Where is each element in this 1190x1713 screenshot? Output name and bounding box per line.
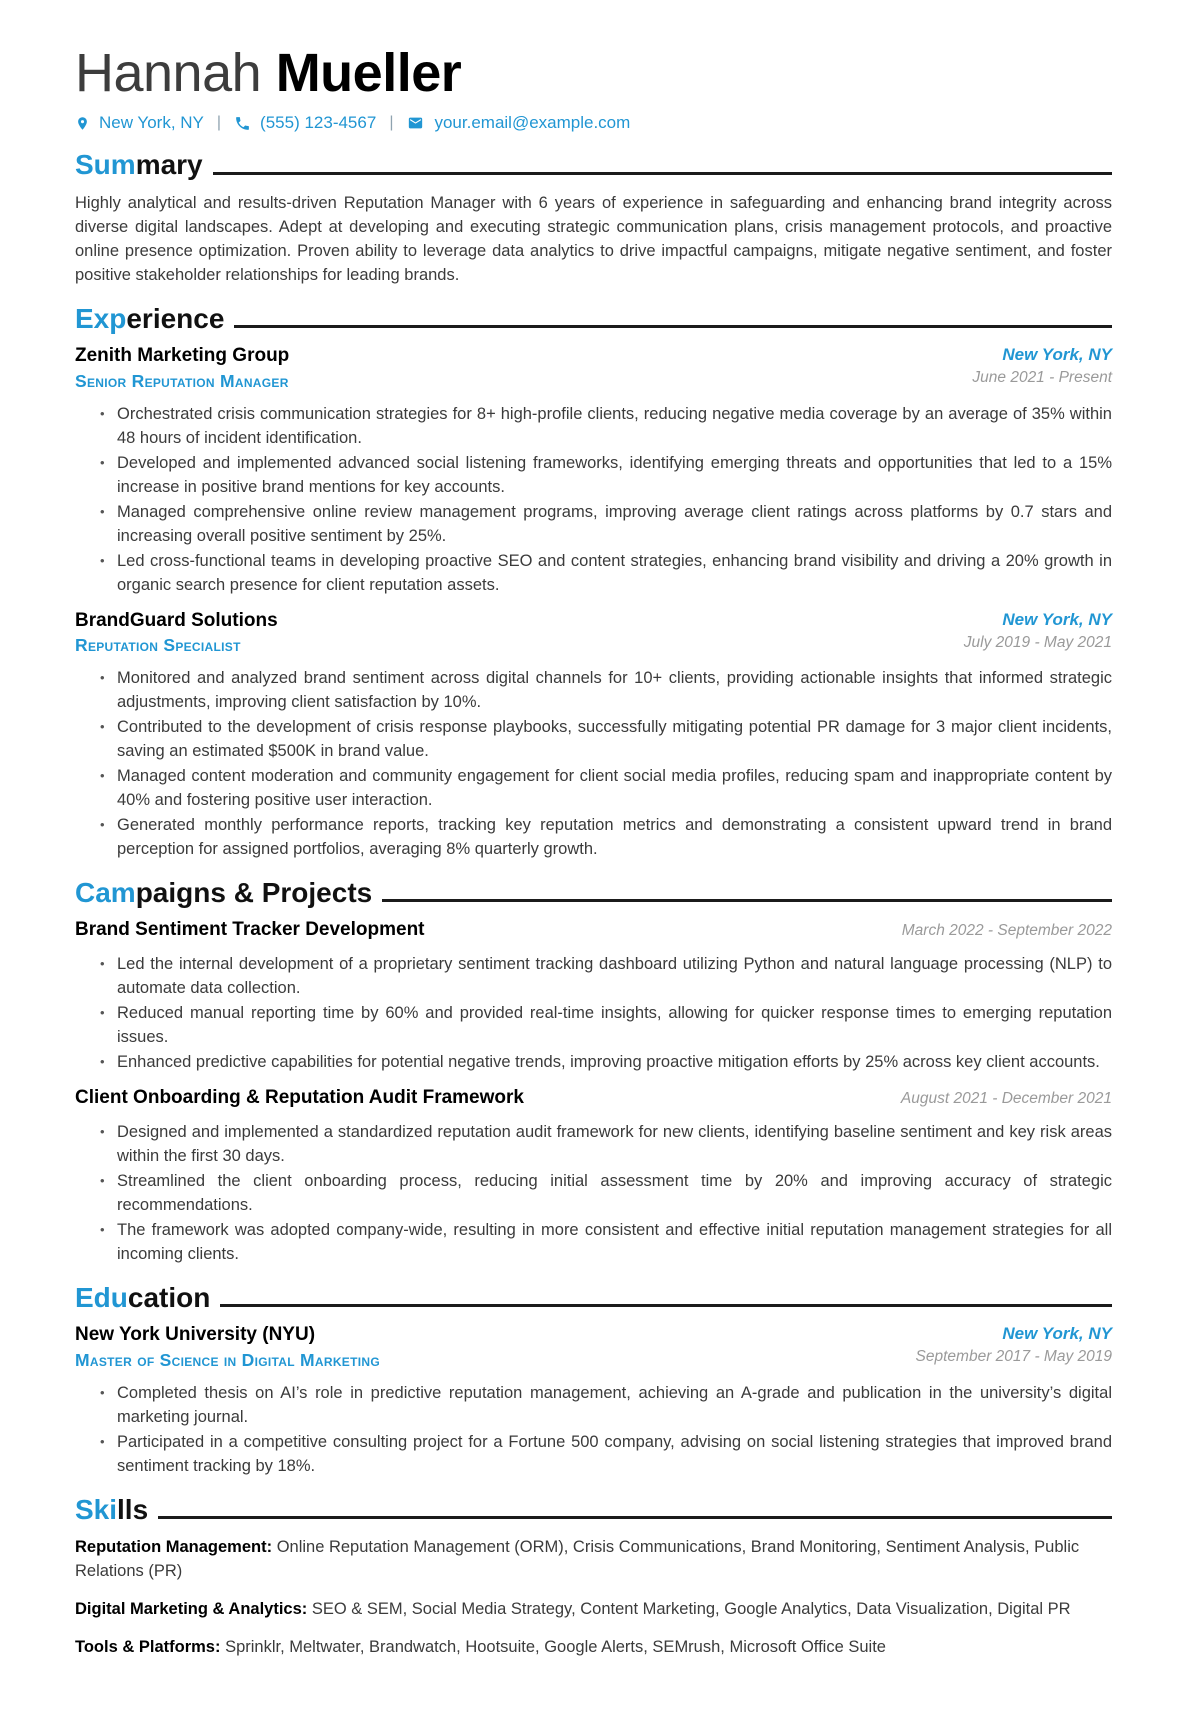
project-bullets [75, 952, 1112, 1074]
skill-list: Online Reputation Management (ORM), Crisis Communications, Brand Monitoring, Sentiment Analysis, Public Relations (PR) [75, 1538, 1080, 1581]
heading-divider [220, 1304, 1112, 1307]
experience-section [75, 303, 1112, 862]
map-pin-icon [75, 114, 90, 133]
job-location: New York, NY [1002, 609, 1112, 629]
project-bullets [75, 1120, 1112, 1266]
experience-heading-accent: Exp [75, 302, 127, 334]
education-heading-rest: cation [127, 1281, 211, 1313]
contact-location [75, 113, 204, 133]
summary-text: Highly analytical and results-driven Reputation Manager with 6 years of experience in safeguarding and enhancing brand integrity across diverse digital landscapes. Adept at developing and executing strategic communication plans, crisis management protocols, and proactive online presence optimization. Proven ability to leverage data analytics to drive impactful campaigns, mitigate negative sentiment, and foster positive stakeholder relationships for leading brands. [75, 193, 1112, 284]
education-heading [75, 1282, 1112, 1314]
school-dates: September 2017 - May 2019 [915, 1348, 1112, 1366]
skills-heading-accent: Ski [75, 1493, 118, 1525]
skills-section [75, 1494, 1112, 1659]
bullet-item: • Developed and implemented advanced social listening frameworks, identifying emerging threats and opportunities that led to a 15% increase in positive brand mentions for key accounts. [100, 451, 1112, 499]
company-name: Zenith Marketing Group [75, 344, 290, 366]
heading-divider [234, 325, 1112, 328]
education-heading-accent: Edu [75, 1281, 128, 1313]
contact-email-text: your.email@example.com [434, 113, 631, 133]
heading-divider [213, 172, 1112, 175]
contact-separator: | [389, 114, 394, 132]
projects-heading-rest: paigns & Projects [135, 877, 373, 909]
last-name: Mueller [275, 43, 462, 103]
contact-phone [234, 113, 376, 133]
summary-heading-accent: Sum [75, 149, 136, 181]
projects-section [75, 877, 1112, 1266]
skill-list: SEO & SEM, Social Media Strategy, Content Marketing, Google Analytics, Data Visualization, Digital PR [311, 1600, 1071, 1619]
skill-list: Sprinklr, Meltwater, Brandwatch, Hootsuite, Google Alerts, SEMrush, Microsoft Office Suite [225, 1638, 886, 1657]
summary-heading-rest: mary [135, 149, 203, 181]
project-dates: March 2022 - September 2022 [901, 922, 1112, 940]
project-title: Brand Sentiment Tracker Development [75, 919, 425, 941]
bullet-item: • Orchestrated crisis communication strategies for 8+ high-profile clients, reducing negative media coverage by an average of 35% within 48 hours of incident identification. [100, 402, 1112, 450]
skills-heading-rest: lls [117, 1493, 149, 1525]
project-dates: August 2021 - December 2021 [900, 1090, 1112, 1108]
bullet-item: • Completed thesis on AI’s role in predictive reputation management, achieving an A-grade and publication in the university’s digital marketing journal. [100, 1381, 1112, 1429]
phone-icon [234, 115, 251, 132]
skill-category-label: Reputation Management: [75, 1538, 273, 1557]
bullet-item: • Generated monthly performance reports, tracking key reputation metrics and demonstrating a consistent upward trend in brand perception for assigned portfolios, averaging 8% quarterly growth. [100, 813, 1112, 861]
contact-separator: | [216, 114, 222, 132]
project-entry [75, 1086, 1112, 1266]
job-title: Reputation Specialist [75, 635, 241, 656]
education-bullets [75, 1381, 1112, 1478]
school-name: New York University (NYU) [75, 1324, 316, 1346]
degree-title: Master of Science in Digital Marketing [75, 1349, 380, 1370]
job-bullets [75, 402, 1112, 597]
bullet-item: • Managed comprehensive online review management programs, improving average client ratings across platforms by 0.7 stars and increasing overall positive sentiment by 25%. [100, 500, 1112, 548]
envelope-icon [406, 115, 425, 131]
skill-line [75, 1597, 1112, 1621]
experience-entry [75, 609, 1112, 862]
experience-entry [75, 344, 1112, 597]
job-bullets [75, 666, 1112, 861]
heading-divider [158, 1516, 1112, 1519]
job-dates: July 2019 - May 2021 [963, 633, 1112, 651]
contact-row [75, 113, 1112, 133]
projects-heading-accent: Cam [75, 877, 136, 909]
skills-heading [75, 1494, 1112, 1526]
bullet-item: • Streamlined the client onboarding process, reducing initial assessment time by 20% and improving accuracy of strategic recommendations. [100, 1169, 1112, 1217]
heading-divider [382, 899, 1112, 902]
contact-email [406, 113, 630, 133]
bullet-item: • Led cross-functional teams in developing proactive SEO and content strategies, enhancing brand visibility and driving a 20% growth in organic search presence for client reputation assets. [100, 549, 1112, 597]
summary-heading [75, 149, 1112, 181]
school-location: New York, NY [1002, 1324, 1112, 1344]
company-name: BrandGuard Solutions [75, 609, 278, 631]
project-title: Client Onboarding & Reputation Audit Framework [75, 1087, 524, 1109]
bullet-item: • Led the internal development of a proprietary sentiment tracking dashboard utilizing Python and natural language processing (NLP) to automate data collection. [100, 952, 1112, 1000]
bullet-item: • Participated in a competitive consulting project for a Fortune 500 company, advising on social listening strategies that improved brand sentiment tracking by 18%. [100, 1430, 1112, 1478]
projects-heading [75, 877, 1112, 909]
contact-location-text: New York, NY [99, 113, 204, 133]
first-name: Hannah [75, 43, 262, 103]
project-entry [75, 918, 1112, 1074]
bullet-item: • Reduced manual reporting time by 60% and provided real-time insights, allowing for quicker response times to emerging reputation issues. [100, 1001, 1112, 1049]
education-entry [75, 1323, 1112, 1478]
education-section [75, 1282, 1112, 1478]
experience-heading [75, 303, 1112, 335]
bullet-item: • The framework was adopted company-wide, resulting in more consistent and effective initial reputation management strategies for all incoming clients. [100, 1218, 1112, 1266]
skill-line [75, 1635, 1112, 1659]
bullet-item: • Managed content moderation and community engagement for client social media profiles, reducing spam and inappropriate content by 40% and fostering positive user interaction. [100, 764, 1112, 812]
skill-category-label: Digital Marketing & Analytics: [75, 1600, 308, 1619]
bullet-item: • Monitored and analyzed brand sentiment across digital channels for 10+ clients, providing actionable insights that informed strategic adjustments, improving client satisfaction by 10%. [100, 666, 1112, 714]
bullet-item: • Enhanced predictive capabilities for potential negative trends, improving proactive mitigation efforts by 25% across key client accounts. [100, 1050, 1112, 1074]
bullet-item: • Designed and implemented a standardized reputation audit framework for new clients, identifying baseline sentiment and key risk areas within the first 30 days. [100, 1120, 1112, 1168]
contact-phone-text: (555) 123-4567 [260, 113, 377, 133]
experience-heading-rest: erience [126, 302, 225, 334]
summary-section [75, 149, 1112, 286]
bullet-item: • Contributed to the development of crisis response playbooks, successfully mitigating potential PR damage for 3 major client incidents, saving an estimated $500K in brand value. [100, 715, 1112, 763]
job-location: New York, NY [1002, 344, 1112, 364]
job-title: Senior Reputation Manager [75, 370, 289, 391]
page-title [75, 44, 1112, 103]
job-dates: June 2021 - Present [972, 369, 1112, 387]
skill-category-label: Tools & Platforms: [75, 1638, 221, 1657]
skill-line [75, 1535, 1112, 1583]
